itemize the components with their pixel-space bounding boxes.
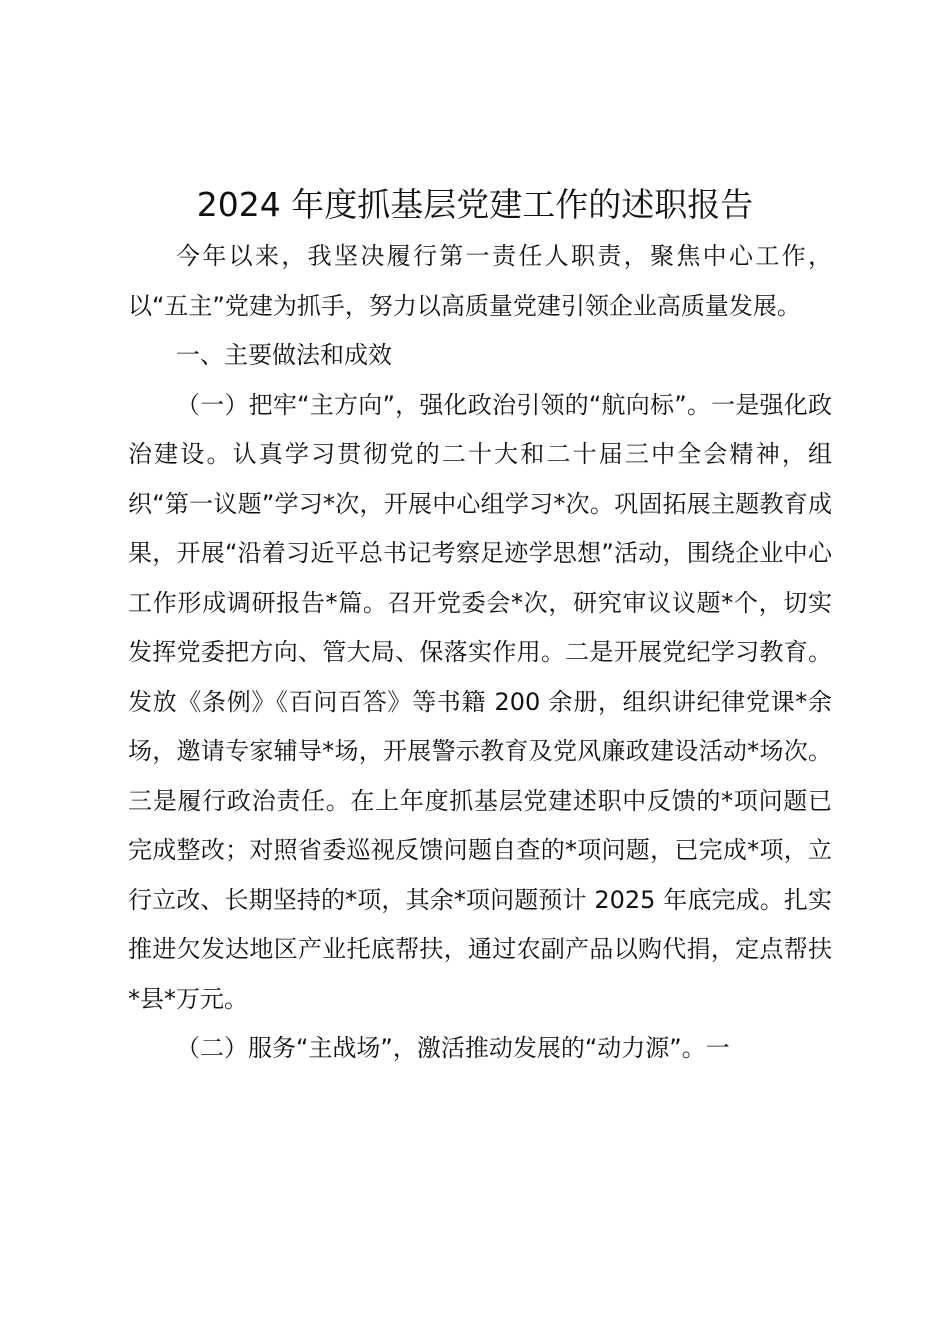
paragraph-political-direction: （一）把牢“主方向”，强化政治引领的“航向标”。一是强化政治建设。认真学习贯彻党的二十大和二十届三中全会精神，组织“第一议题”学习*次，开展中心组学习*次。巩固拓展主题教育成果，开展“沿着习近平总书记考察足迹学思想”活动，围绕企业中心工作形成调研报告*篇。召开党委会*次，研究审议议题*个，切实发挥党委把方向、管大局、保落实作用。二是开展党纪学习教育。发放《条例》《百问百答》等书籍 200 余册，组织讲纪律党课*余场，邀请专家辅导*场，开展警示教育及党风廉政建设活动*场次。三是履行政治责任。在上年度抓基层党建述职中反馈的*项问题已完成整改；对照省委巡视反馈问题自查的*项问题，已完成*项，立行立改、长期坚持的*项，其余*项问题预计 2025 年底完成。扎实推进欠发达地区产业托底帮扶，通过农副产品以购代捐，定点帮扶*县*万元。 xyxy=(128,390,832,1013)
paragraph-main-battlefield: （二）服务“主战场”，激活推动发展的“动力源”。一 xyxy=(176,1034,730,1062)
section-heading: 一、主要做法和成效 xyxy=(176,341,392,369)
document-title: 2024 年度抓基层党建工作的述职报告 xyxy=(196,185,754,224)
intro-paragraph: 今年以来，我坚决履行第一责任人职责，聚焦中心工作，以“五主”党建为抓手，努力以高质量党建引领企业高质量发展。 xyxy=(128,242,832,320)
document-body xyxy=(128,232,832,1074)
